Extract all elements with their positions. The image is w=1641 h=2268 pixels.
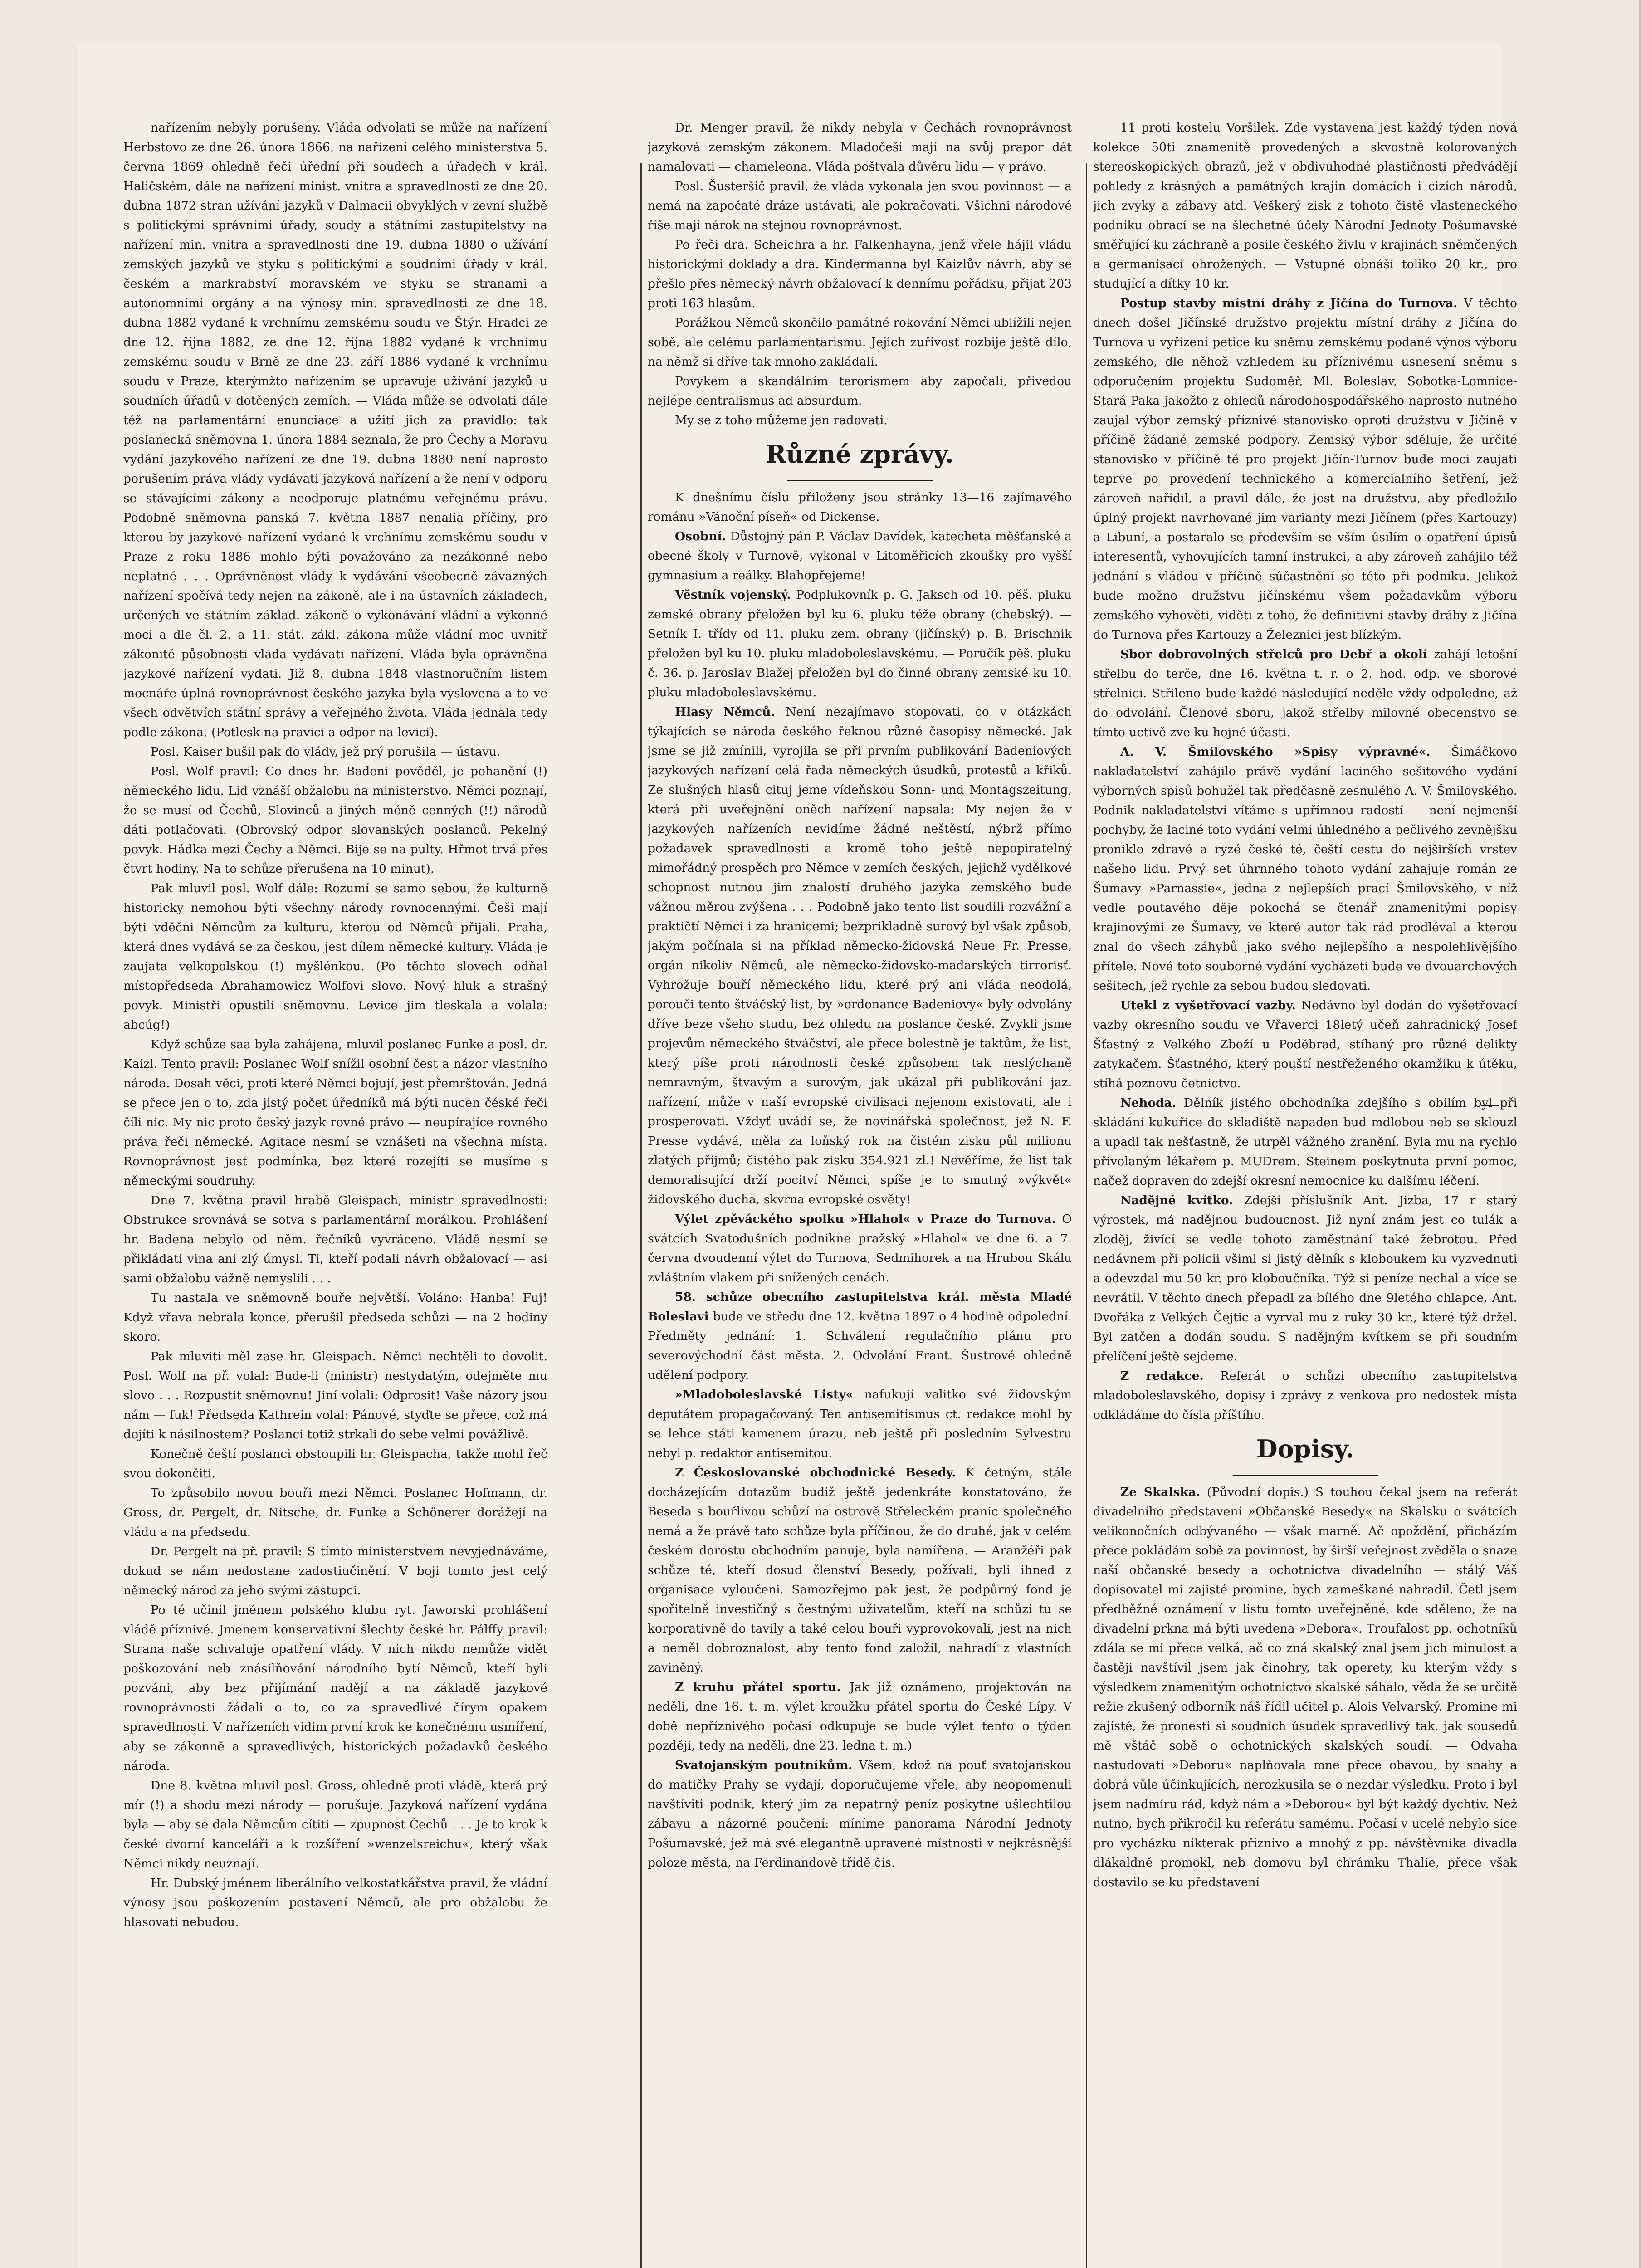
section-heading-dopisy: Dopisy.: [1256, 1434, 1354, 1463]
paragraph: 11 proti kostelu Voršilek. Zde vystavena jest každý týden nová kolekce 50ti znamenitě provedených a skvostně kolorovaných stereoskopických obrazů, jež v obdivuhodné plastičnosti předvádějí pohledy z krásných a památných krajin domácích i cizích národů, jich zvyky a zábavy atd. Veškerý zisk z tohoto čistě vlasteneckého podniku obrací se na šlechetné účely Národní Jednoty Pošumavské směřující ku záchraně a posile českého živlu v krajinách sněmčených a germanisací ohrožených. — Vstupné obnáší toliko 20 kr., pro studující a dítky 10 kr.: [1093, 121, 1517, 291]
news-item: [1093, 1366, 1517, 1425]
paragraph: My se z toho můžeme jen radovati.: [675, 413, 888, 427]
news-item-title: Svatojanským poutníkům.: [675, 1758, 853, 1772]
paragraph: Konečně čeští poslanci obstoupili hr. Gleispacha, takže mohl řeč svou dokončiti.: [123, 1447, 547, 1481]
news-item: [1093, 742, 1517, 996]
news-item: [648, 585, 1072, 702]
paragraph: To způsobilo novou bouři mezi Němci. Poslanec Hofmann, dr. Gross, dr. Pergelt, dr. Nitsche, dr. Funke a Schönerer dorážejí na vládu a na předsedu.: [123, 1486, 547, 1539]
paragraph: Povykem a skandálním terorismem aby započali, přivedou nejlépe centralismus ad absurdum.: [648, 374, 1072, 408]
paragraph: Dr. Menger pravil, že nikdy nebyla v Čechách rovnoprávnost jazyková zemským zákonem. Mladočeši mají na svůj prapor dát namalovati — chameleona. Vláda poštvala důvěru lidu — v právo.: [648, 121, 1072, 174]
news-item-text: Referát o schůzi obecního zastupitelstva mladoboleslavského, dopisy i zprávy z venkova pro nedostek místa odkládáme do čísla příštího.: [1093, 1369, 1517, 1422]
news-item-text: Jak již oznámeno, projektován na neděli, dne 16. t. m. výlet kroužku přátel sportu do České Lípy. V době nepříznivého počasí odkupuje se bude výlet tento o týden později, tedy na neděli, dne 23. ledna t. m.): [648, 1680, 1072, 1753]
news-item-title: 58. schůze obecního zastupitelstva král. města Mladé Boleslavi: [648, 1290, 1072, 1324]
news-item-title: Z Českoslovanské obchodnické Besedy.: [675, 1466, 956, 1480]
news-item-text: (Původní dopis.) S touhou čekal jsem na referát divadelního představení »Občanské Besedy« na Skalsku o svátcích velikonočních odbývaného — však marně. Ač opoždění, přicházím přece pokládám sobě za povinnost, by širší veřejnost zvěděla o snaze naší občanské besedy a ochotnictva divadelního — stálý Váš dopisovatel mi zajisté promine, bych zameškané nahradil. Četl jsem předběžné oznámení v listu tomto uveřejněné, kde sděleno, že na divadelní prkna má býti uvedena »Debora«. Troufalost pp. ochotníků zdála se mi přece velká, ač co zná skalský znal jsem jich minulost a častěji navštívil jsem jak činohry, tak operety, ku kterým vždy s výsledkem znamenitým ochotnictvo skalské sáhalo, věda že se určitě režie zkušený odborník náš řídil učitel p. Alois Velvarský. Promine mi zajisté, že pronesti si soudních úsudek spravedlivý tak, jak sousedů mě vštáč sobě o ochotnických skalských soudí. — Odvaha nastudovati »Deboru« naplňovala mne přece obavou, by snahy a dobrá vůle účinkujících, nerozkusila se o nezdar výsledku. Proto i byl jsem nadmíru rád, když nám a »Deborou« byl být každý dychtiv. Než nutno, bych přikročil ku referátu samému. Počasí v ucelé nebylo sice pro vycházku nikterak příznivo a mnohý z pp. návštěvníka divadla dlákaldně promokl, neb domovu byl chrámku Thalie, přece však dostavilo se ku představení: [1093, 1485, 1517, 1889]
news-item-text: K četným, stále docházejícím dotazům budiž ještě jedenkráte konstatováno, že Beseda s bouřlivou schůzí na ostrově Střeleckém pranic společného nemá a že právě tato schůze byla příčinou, že do druhé, jak v celém českém dorostu obchodním panuje, byla namířena. — Aranžéři pak schůze té, kteří dosud členství Besedy, požívali, byli ihned z organisace vyloučeni. Samozřejmo pak jest, že podpůrný fond je spořitelně investičný s čestnými uživatelům, kteří na schůzi tu se korporativně do tavily a také celou bouři vyprovokovali, jest na nich a neměl dobroznalost, aby tento fond založil, nahradí z vlastních zaviněný.: [648, 1466, 1072, 1675]
news-item-title: Nadějné kvítko.: [1120, 1193, 1233, 1207]
news-item: [648, 1463, 1072, 1677]
paragraph: nařízením nebyly porušeny. Vláda odvolati se může na nařízení Herbstovo ze dne 26. února 1866, na nařízení celého ministerstva 5. června 1869 ohledně řeči úřední při soudech a úřadech v král. Haličském, dále na nařízení minist. vnitra a spravedlnosti ze dne 20. dubna 1872 stran užívání jazyků v Dalmacii obvyklých v zevní službě s politickými správními úřady, soudy a státními zastupitelstvy na nařízení min. vnitra a spravedlnosti dne 19. dubna 1880 o užívání zemských jazyků ve styku s politickými a soudními úřady v král. českém a markrabství moravském ve styku se stranami a autonomními orgány a na výnosy min. spravedlnosti ze dne 18. dubna 1882 vydané k vrchnímu zemskému soudu ve Štýr. Hradci ze dne 12. října 1882, ze dne 12. října 1882 vydané k vrchnímu zemskému soudu v Brně ze dne 23. září 1886 vydané k vrchnímu soudu v Praze, kterýmžto nařízením se upravuje užívání jazyků u soudních úřadů v dotčených zemích. — Vláda může se odvolati dále též na parlamentární enunciace a užití jich za pravidlo: tak poslanecká sněmovna 1. února 1884 seznala, že pro Čechy a Moravu vydání jazykového nařízení ze dne 19. dubna 1880 není naprosto porušením práva vlády vydávati jazyková nařízení a že není v odporu se stávajícími zákony a neodporuje platnému veřejnému právu. Podobně sněmovna panská 7. května 1887 nenalia příčiny, pro kterou by jazykové nařízení vydané k vrchnímu zemskému soudu v Praze z roku 1886 mohlo býti považováno za nezákonné nebo neplatné . . . Oprávněnost vlády k vydávání všeobecně závazných nařízení spočívá tedy nejen na zákoně, ale i na ústavních základech, určených ve státním základ. zákoně o vykonávání vládní a výkonné moci a dle čl. 2. a 11. stát. zákl. zákona může vládní moc uvnitř zákonité působnosti vláda vydávati nařízení. Vláda byla oprávněna jazykové nařízení vydati. Již 8. dubna 1848 vlastnoručním listem mocnáře úplná rovnoprávnost českého jazyka byla vyslovena a to ve všech odvětvích státní správy a veřejného života. Vláda jednala tedy podle zákona. (Potlesk na pravici a odpor na levici).: [123, 121, 547, 739]
news-item-text: Není nezajímavo stopovati, co v otázkách týkajících se národa českého řeknou různé časopisy německé. Jak jsme se již zmínili, vyrojila se při prvním publikování Badeniových jazykových nařízení celá řada německých úsudků, protestů a křiků. Ze slušných hlasů cituj jeme vídeňskou Sonn- und Montagszeitung, která při uveřejnění oněch nařízení napsala: My nejen že v jazykových nařízeních nevidíme žádné neštěstí, nýbrž přímo požadavek spravedlnosti a kromě toho ještě nepopiratelný mimořádný prospěch pro Němce v zemích českých, jejichž vydělkové schopnost nutnou jim znalostí druhého jazyka zemského bude vážnou měrou zvýšena . . . Podobně jako tento list soudili rozvážní a praktičtí Němci i za hranicemi; bezprikladně surový byl však způsob, jakým počínala si na příklad německo-židovská Neue Fr. Presse, orgán nikoliv Němců, ale německo-židovsko-madarských tirrorisť. Vyhrožuje bouří německého lidu, které prý ani vláda neodolá, porouči tento štváčský list, by »ordonance Badeniovy« byly odvolány dříve beze všeho studu, bez ohledu na poslance české. Zvykli jsme projevům německého štváčství, ale přece bolestně je taktům, že list, který píše proti národnosti české způsobem tak neslýchaně nemravným, štvavým a surovým, jak ukázal při publikování jaz. nařízení, může v naší evropské civilisaci nejenom existovati, ale i prosperovati. Vždyť uvádí se, že novinářská společnost, jež N. F. Presse vydává, měla za loňský rok na čistém zisku půl milionu zlatých příjmů; čistého pak zisku 354.921 zl.! Nevěříme, že list tak demoralisující drží pocitví Němci, spíše je to smutný »výkvět« židovského ducha, skvrna evropské osvěty!: [648, 705, 1072, 1207]
news-item: [648, 527, 1072, 585]
paragraph: Dne 8. května mluvil posl. Gross, ohledně proti vládě, která prý mír (!) a shodu mezi národy — porušuje. Jazyková nařízení vydána byla — aby se dala Němcům cítiti — zpupnost Čechů . . . Je to krok k české dvorní kanceláři a k rozšíření »wenzelsreichu«, který však Němci nikdy neuznají.: [123, 1779, 547, 1871]
column-middle: [648, 118, 1072, 2268]
news-item: [648, 1677, 1072, 1755]
paragraph: Posl. Wolf pravil: Co dnes hr. Badeni pověděl, je pohanění (!) německého lidu. Lid vznáší obžalobu na ministerstvo. Němci poznají, že se musí od Čechů, Slovinců a jiných méně cenných (!!) národů dáti potlačovati. (Obrovský odpor slovanských poslanců. Pekelný povyk. Hádka mezi Čechy a Němci. Bije se na pulty. Hřmot trvá přes čtvrt hodiny. Na to schůze přerušena na 10 minut).: [123, 764, 547, 876]
news-item-title: Nehoda.: [1120, 1096, 1176, 1110]
page-edge: [1639, 0, 1641, 2268]
news-item-text: Nedávno byl dodán do vyšetřovací vazby okresního soudu ve Vřaverci 18letý učeň zahradnický Josef Šťastný z Velkého Zboží u Poděbrad, stíhaný pro různé delikty zatykačem. Šťastného, který pouští nestřeženého okamžiku k útěku, stíhá poznovu četnictvo.: [1093, 998, 1517, 1090]
letters-list: [1093, 1482, 1517, 1892]
parliament-report-continuation: [648, 118, 1072, 430]
news-item: [1093, 293, 1517, 645]
news-item-text: V těchto dnech došel Jičínské družstvo projektu místní dráhy z Jičína do Turnova u vyřízení petice ku sněmu zemskému podané výnos výboru zemského, dle něhož vzhledem ku příznivému usnesení sněmu s odporučením projektu Sudoměř, Ml. Boleslav, Sobotka-Lomnice-Stará Paka jakožto z ohledů národohospodářského naprosto nutného zaujal výbor zemský příznivé stanovisko oproti družstvu v Jičíně v příčině žádané zemské podpory. Zemský výbor sděluje, že určité stanovisko v příčině té pro projekt Jičín-Turnov bude moci zaujati teprve po provedení technického a komercialního šetření, jež zároveň nařídil, a pravil dále, že jest na družstvu, aby předložilo úplný projekt navrhované jim varianty mezi Jičínem (přes Kartouzy) a Libuní, a postaralo se především se vším úsilím o opatření úpisů interesentů, vyhovujících tamní instrukci, a aby zároveň zahájilo též jednání s vládou v příčině súčastnění se této při podniku. Jelikož bude možno družstvu jičínskému všem požadavkům výboru zemského vyhověti, viděti z toho, že definitivní stavby dráhy z Jičína do Turnova přes Kartouzy a Železnici jest blízkým.: [1093, 296, 1517, 642]
news-item: [648, 1385, 1072, 1463]
column-rule-left: [640, 163, 642, 2268]
news-item-title: A. V. Šmilovského »Spisy výpravné«.: [1120, 745, 1431, 759]
news-item: [1093, 1482, 1517, 1892]
news-item: [648, 1209, 1072, 1287]
news-item-text: O svátcích Svatodušních podnikne pražský »Hlahol« ve dne 6. a 7. června dvoudenní výlet do Turnova, Sedmihorek a na Hrubou Skálu zvláštním vlakem při snížených cenách.: [648, 1212, 1072, 1285]
paragraph: Pak mluviti měl zase hr. Gleispach. Němci nechtěli to dovolit. Posl. Wolf na př. volal: Bude-li (ministr) nestydatým, odejměte mu slovo . . . Rozpustit sněmovnu! Jiní volali: Odprosit! Vaše názory jsou nám — fuk! Předseda Kathrein volal: Pánové, styďte se přece, což má dojíti k násilnostem? Poslanci totiž strkali do sebe velmi povážlivě.: [123, 1349, 547, 1442]
news-item-text: Důstojný pán P. Václav Davídek, katecheta měšťanské a obecné školy v Turnově, vykonal v Litoměřicích zkoušky pro vyšší gymnasium a reálky. Blahopřejeme!: [648, 529, 1072, 582]
paragraph: Posl. Šusteršič pravil, že vláda vykonala jen svou povinnost — a nemá na započaté dráze ustávati, ale pokračovati. Všichni národové říše mají nárok na stejnou rovnoprávnost.: [648, 179, 1072, 232]
paragraph: Hr. Dubský jménem liberálního velkostatkářstva pravil, že vládní výnosy jsou poškozením postavení Němců, ale pro obžalobu že hlasovati nebudou.: [123, 1876, 547, 1929]
column-left: [123, 118, 547, 2268]
news-item-text: Podplukovník p. G. Jaksch od 10. pěš. pluku zemské obrany přeložen byl ku 6. pluku téže obrany (chebský). — Setník I. třídy od 11. pluku zem. obrany (jičínský) p. B. Brischnik přeložen byl ku 10. pluku mladoboleslavskému. — Poručík pěš. pluku č. 36. p. Jaroslav Blažej přeložen byl do činné obrany zemské ku 10. pluku mladoboleslavskému.: [648, 588, 1072, 699]
news-item-text: K dnešnímu číslu přiloženy jsou stránky 13—16 zajímavého románu »Vánoční píseň« od Dickense.: [648, 490, 1072, 524]
heading-underline-dopisy: [1233, 1475, 1378, 1476]
news-item: [648, 1287, 1072, 1385]
news-item-title: Ze Skalska.: [1120, 1485, 1201, 1499]
paragraph: Pak mluvil posl. Wolf dále: Rozumí se samo sebou, že kulturně historicky nemohou býti všechny národy rovnocennými. Češi mají býti vděčni Němcům za kulturu, kterou od Němců přijali. Praha, která dnes vydává se za českou, jest dílem německé kultury. Vláda je zaujata velkopolskou (!) myšlénkou. (Po těchto slovech odňal místopředseda Abrahamowicz Wolfovi slovo. Nový hluk a strašný povyk. Ministři opustili sněmovnu. Levice jim tleskala a volala: abcúg!): [123, 881, 547, 1032]
paragraph: Dr. Pergelt na př. pravil: S tímto ministerstvem nevyjednáváme, dokud se nám nedostane zadostiučinění. V boji tomto jest celý německý národ za jeho svými zástupci.: [123, 1545, 547, 1598]
column-right: [1093, 118, 1517, 2268]
news-item-title: Výlet zpěváckého spolku »Hlahol« v Praze do Turnova.: [675, 1212, 1056, 1226]
news-item: [1093, 1093, 1517, 1191]
paragraph: Po té učinil jménem polského klubu ryt. Jaworski prohlášení vládě příznivé. Jmenem konservativní šlechty české hr. Pálffy pravil: Strana naše schvaluje opatření vlády. V nich nikdo nemůže vidět poškozování neb znásilňování národního bytí Němců, kteří byli pozváni, aby bez přijímání nadějí a na základě jazykové rovnoprávnosti žádali o to, co za spravedlivé čírym opakem spravedlnosti. V nařízeních vidim první krok ke konečnému usmíření, aby se zákonně a spravedlivých, historických požadavků českého národa.: [123, 1603, 547, 1773]
news-item-title: Z kruhu přátel sportu.: [675, 1680, 841, 1694]
paragraph: Dne 7. května pravil hrabě Gleispach, ministr spravedlnosti: Obstrukce srovnává se sotva s parlamentární morálkou. Prohlášení hr. Badena nebylo od něm. řečníků vyvráceno. Vládě nesmí se přikládati vina ani zlý úmysl. Ti, kteří podali návrh obžalovací — asi sami obžalobu vážně nemyslili . . .: [123, 1193, 547, 1286]
news-continuation: [1093, 118, 1517, 293]
news-item-title: Z redakce.: [1120, 1369, 1204, 1383]
news-item-text: Šimáčkovo nakladatelství zahájilo právě vydání laciného sešitového vydání výborných spisů bohužel tak předčasně zesnulého A. V. Šmilovského. Podnik nakladatelství vítáme s upřímnou radostí — není nejmenší pochyby, že laciné toto vydání velmi úhledného a pečlivého zevnějšku proniklo zdravé a ryzé české té, čeští cestu do nejširších vrstev našeho lidu. Prvý set úhrnného tohoto vydání zahajuje román ze Šumavy »Parnassie«, jedna z nejlepších prací Šmilovského, v níž vedle poutavého děje pokochá se čtenář znamenitými popisy krajinovými ze Šumavy, ve které autor tak rád prodléval a kterou znal do všech záhybů jako svého nejlepšího a nespolehlivějšího přítele. Nové toto souborné vydání vycházeti bude ve dvouarchových sešitech, jež rychle za sebou budou sledovati.: [1093, 745, 1517, 993]
news-item-title: Utekl z vyšetřovací vazby.: [1120, 998, 1296, 1012]
heading-underline: [787, 480, 933, 481]
news-item-text: Zdejší příslušník Ant. Jizba, 17 r starý výrostek, má nadějnou budoucnost. Již nyní znám jest co tulák a zloděj, živící se vedle tohoto zaměstnání také žebrotou. Před nedávnem při policii všiml si jistý dělník s kloboukem ku vyzvednuti a odevzdal mu 50 kr. pro kloboučníka. Týž si peníze nechal a více se nevrátil. V těchto dnech přepadl za bílého dne 9letého chlapce, Ant. Dvořáka z Velkých Čejtic a vyrval mu z ruky 30 kr., které týž držel. Byl zatčen a dodán soudu. S nadějným kvítkem se při soudním přelíčení ještě sejdeme.: [1093, 1193, 1517, 1364]
paragraph: Tu nastala ve sněmovně bouře největší. Voláno: Hanba! Fuj! Když vřava nebrala konce, přerušil předseda schůzi — na 2 hodiny skoro.: [123, 1291, 547, 1344]
news-item-title: Osobní.: [675, 529, 726, 543]
news-item-text: Všem, kdož na pouť svatojanskou do matičky Prahy se vydají, doporučujeme vřele, aby neopomenuli navštíviti podnik, který jim za nepatrný peníz poskytne ušlechtilou zábavu a názorné poučení: míníme panorama Národní Jednoty Pošumavské, jež má své elegantně upravené místnosti v nejkrásnější poloze města, na Ferdinandově třídě čís.: [648, 1758, 1072, 1870]
news-item: [648, 1755, 1072, 1872]
paragraph: Když schůze saa byla zahájena, mluvil poslanec Funke a posl. dr. Kaizl. Tento pravil: Poslanec Wolf snížil osobní čest a názor vlastního národa. Dosah věci, proti které Němci bojují, jest přemrštován. Jedná se přece jen o to, zda jistý počet úředníků má býti nucen čéské řeči číli nic. My nic proto český jazyk rovné právo — neupírajíce rovného práva řeči německé. Agitace nesmí se vznášeti na všechna místa. Rovnoprávnost jest podmínka, bez které rozejíti se musíme s německými soudruhy.: [123, 1037, 547, 1188]
news-item: [1093, 996, 1517, 1093]
news-item: [648, 702, 1072, 1209]
news-item-title: Sbor dobrovolných střelců pro Debř a okolí: [1120, 647, 1427, 661]
news-item-title: Postup stavby místní dráhy z Jičína do Turnova.: [1120, 296, 1458, 310]
news-list-right: [1093, 293, 1517, 1425]
news-item: [1093, 1191, 1517, 1366]
news-item-text: bude ve středu dne 12. května 1897 o 4 hodině odpolední. Předměty jednání: 1. Schválení regulačního plánu pro severovýchodní část města. 2. Odvolání Frant. Šustrové ohledně udělení podpory.: [648, 1310, 1072, 1382]
section-heading-ruzne-zpravy: Různé zprávy.: [766, 440, 954, 469]
news-item-text: nafukují valitko své židovským deputátem propagačovaný. Ten antisemitismus ct. redakce mohl by se lehce státi kamenem úrazu, neb ještě při posledním Sylvestru nebyl p. redaktor antisemitou.: [648, 1388, 1072, 1460]
news-item-text: zahájí letošní střelbu do terče, dne 16. května t. r. o 2. hod. odp. ve sborové střelnici. Střileno bude každé následující neděle vždy odpoledne, až do odvolání. Členové sboru, jakož střelby milovné obecenstvo se tímto uctivě zve ku hojné účasti.: [1093, 647, 1517, 739]
news-list: [648, 488, 1072, 1872]
column-rule-right: [1086, 163, 1087, 2268]
news-item-title: »Mladoboleslavské Listy«: [675, 1388, 854, 1402]
news-item: [1093, 645, 1517, 742]
paragraph: Po řeči dra. Scheichra a hr. Falkenhayna, jenž vřele hájil vládu historickými doklady a dra. Kindermanna byl Kaizlův návrh, aby se přešlo přes německý návrh obžalovací k dennímu pořádku, přijat 203 proti 163 hlasům.: [648, 238, 1072, 310]
news-item-title: Věstník vojenský.: [675, 588, 791, 602]
paragraph: Posl. Kaiser bušil pak do vlády, jež prý porušila — ústavu.: [151, 745, 501, 759]
news-item: [648, 488, 1072, 527]
news-item-title: Hlasy Němců.: [675, 705, 775, 719]
news-item-text: Dělník jistého obchodníka zdejšího s obilím byl při skládání kukuřice do skladiště napaden bud mdlobou neb se sklouzl a upadl tak nešťastně, že utrpěl vážného zranění. Byla mu na rychlo přivolaným lékařem p. MUDrem. Steinem poskytnuta první pomoc, načež dopraven do zdejší okresní nemocnice ku dalšímu léčení.: [1093, 1096, 1517, 1188]
paragraph: Porážkou Němců skončilo památné rokování Němci ublížili nejen sobě, ale celému parlamentarismu. Jejich zuřivost rozbije ještě dílo, na němž si dříve tak mnoho zakládali.: [648, 316, 1072, 369]
